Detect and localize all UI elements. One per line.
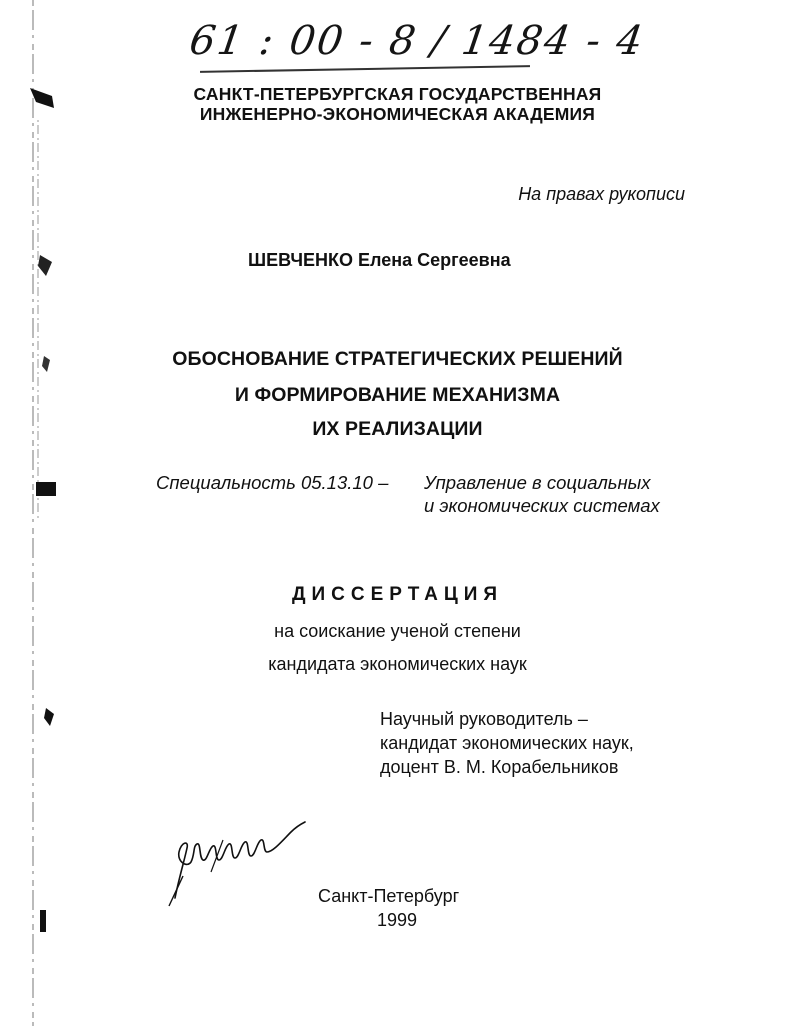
dissertation-degree-line-2: кандидата экономических наук xyxy=(268,654,527,674)
specialty-value-line-1: Управление в социальных xyxy=(424,472,651,493)
city: Санкт-Петербург xyxy=(318,886,460,906)
binding-margin-marks xyxy=(0,0,60,1026)
supervisor-line-1: Научный руководитель – xyxy=(380,709,588,729)
dissertation-degree-line-1: на соискание ученой степени xyxy=(274,621,521,641)
thesis-title-line-3: ИХ РЕАЛИЗАЦИИ xyxy=(312,418,483,440)
year: 1999 xyxy=(377,910,418,930)
archive-code-underline xyxy=(200,65,530,73)
organization-line-1: САНКТ-ПЕТЕРБУРГСКАЯ ГОСУДАРСТВЕННАЯ xyxy=(193,84,602,104)
signature-icon xyxy=(165,818,315,910)
author-name: ШЕВЧЕНКО Елена Сергеевна xyxy=(248,250,511,270)
specialty-value-line-2: и экономических системах xyxy=(424,495,660,516)
specialty-label: Специальность 05.13.10 – xyxy=(156,472,389,493)
supervisor-line-3: доцент В. М. Корабельников xyxy=(380,757,619,777)
thesis-title-line-2: И ФОРМИРОВАНИЕ МЕХАНИЗМА xyxy=(234,384,561,406)
rights-note: На правах рукописи xyxy=(518,184,685,204)
organization-line-2: ИНЖЕНЕРНО-ЭКОНОМИЧЕСКАЯ АКАДЕМИЯ xyxy=(199,104,596,124)
archive-code-handwritten: 61 : 00 - 8 / 1484 - 4 xyxy=(186,18,648,64)
thesis-title-line-1: ОБОСНОВАНИЕ СТРАТЕГИЧЕСКИХ РЕШЕНИЙ xyxy=(172,348,623,370)
dissertation-heading: ДИССЕРТАЦИЯ xyxy=(291,584,504,605)
supervisor-line-2: кандидат экономических наук, xyxy=(380,733,634,753)
